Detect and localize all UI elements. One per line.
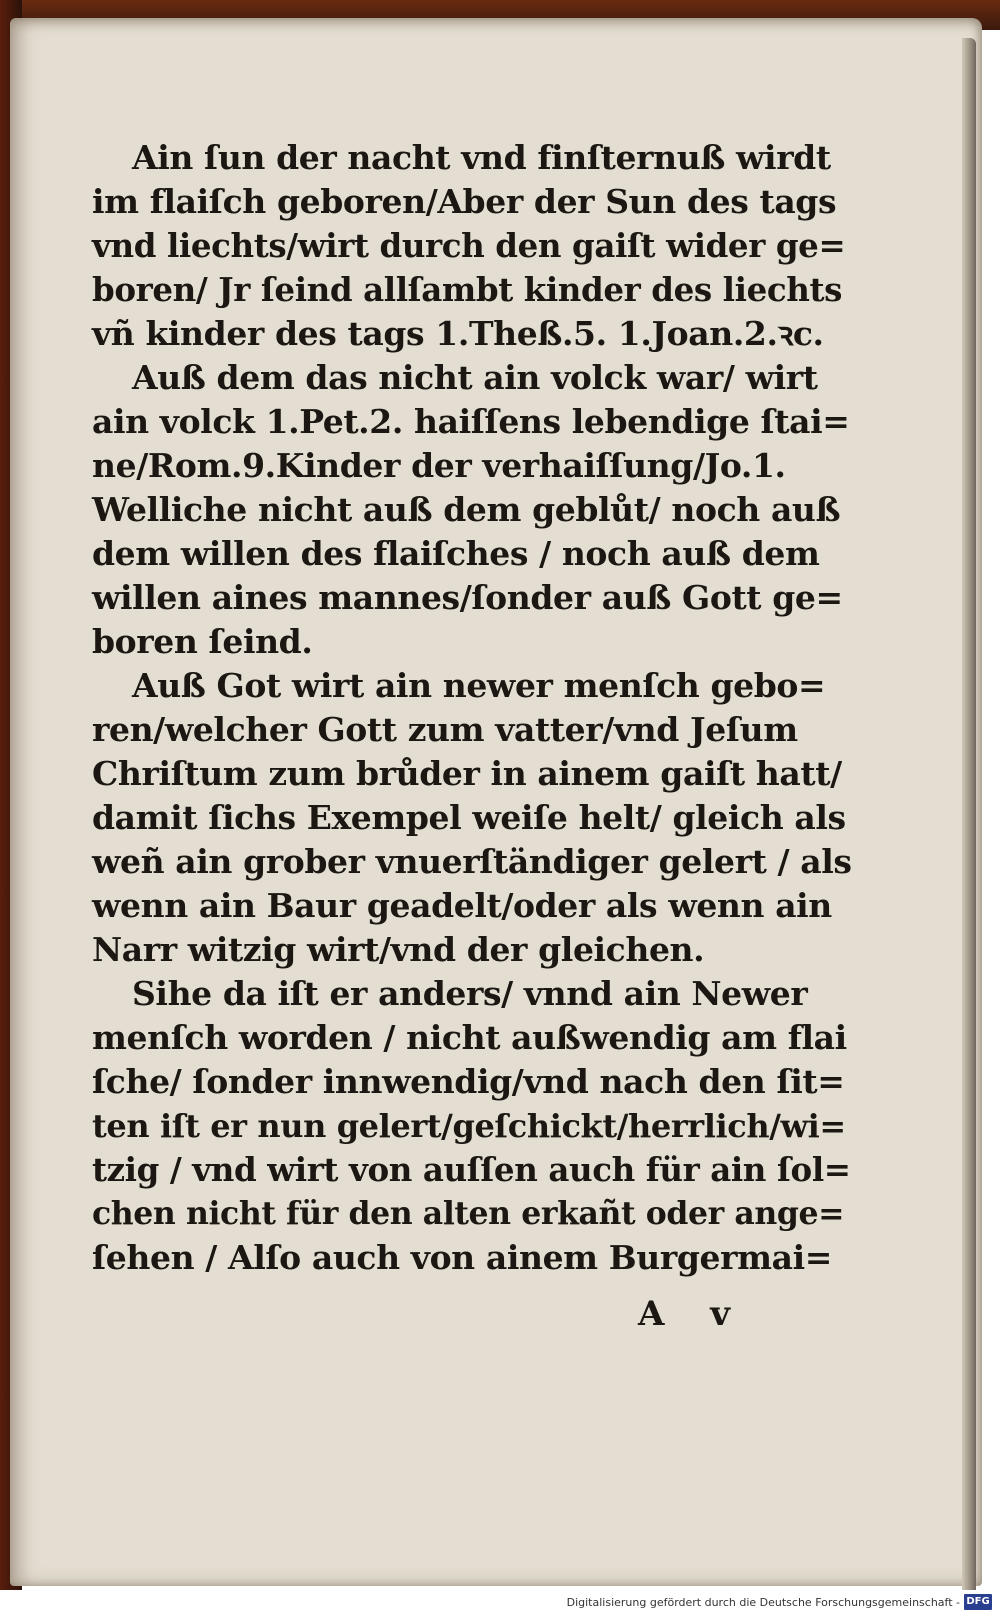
page-text [92, 136, 852, 1280]
text-line: Auß Got wirt ain newer menſch gebo= [132, 666, 826, 705]
text-line: Chriſtum zum brůder in ainem gaiſt hatt/ [92, 754, 842, 793]
text-line: boren/ Jr ſeind allſambt kinder des liechts [92, 270, 842, 309]
text-line: Sihe da iſt er anders/ vnnd ain Newer [132, 974, 808, 1013]
text-line: Auß dem das nicht ain volck war/ wirt [132, 358, 818, 397]
signature-mark: A v [638, 1294, 730, 1334]
text-line: im flaiſch geboren/Aber der Sun des tags [92, 182, 837, 221]
page-edge [962, 38, 976, 1590]
text-line: ain volck 1.Pet.2. haiſſens lebendige ſtai= [92, 402, 850, 441]
text-line: ſche/ ſonder innwendig/vnd nach den ſit= [92, 1062, 845, 1101]
text-line: vnd liechts/wirt durch den gaiſt wider ge= [92, 226, 846, 265]
footer-credit: Digitalisierung gefördert durch die Deutsche Forschungsgemeinschaft - [566, 1596, 960, 1609]
text-line: ten iſt er nun gelert/geſchickt/herrlich/wi= [92, 1107, 846, 1145]
text-line: ſehen / Alſo auch von ainem Burgermai= [92, 1238, 832, 1277]
text-line: chen nicht für den alten erkañt oder ange= [92, 1195, 845, 1232]
text-line: Ain ſun der nacht vnd finſternuß wirdt [132, 138, 831, 177]
text-line: vñ kinder des tags 1.Theß.5. 1.Joan.2.ꝛc. [92, 314, 824, 353]
text-line: boren ſeind. [92, 622, 313, 661]
text-line: Narr witzig wirt/vnd der gleichen. [92, 930, 705, 969]
text-line: menſch worden / nicht außwendig am flai [92, 1018, 847, 1057]
text-line: willen aines mannes/ſonder auß Gott ge= [92, 578, 843, 617]
text-line: tzig / vnd wirt von auſſen auch für ain ſol= [92, 1150, 851, 1189]
book-page [10, 18, 982, 1586]
text-line: ren/welcher Gott zum vatter/vnd Jeſum [92, 710, 798, 749]
text-line: damit ſichs Exempel weiſe helt/ gleich als [92, 798, 846, 837]
footer-bar [0, 1590, 1000, 1616]
text-line: wenn ain Baur geadelt/oder als wenn ain [92, 886, 832, 925]
text-line: ne/Rom.9.Kinder der verhaiſſung/Jo.1. [92, 446, 786, 485]
text-line: Welliche nicht auß dem geblůt/ noch auß [92, 490, 841, 529]
text-line: dem willen des flaiſches / noch auß dem [92, 534, 820, 573]
text-line: weñ ain grober vnuerſtändiger gelert / als [92, 842, 852, 881]
dfg-logo: DFG [964, 1594, 992, 1610]
